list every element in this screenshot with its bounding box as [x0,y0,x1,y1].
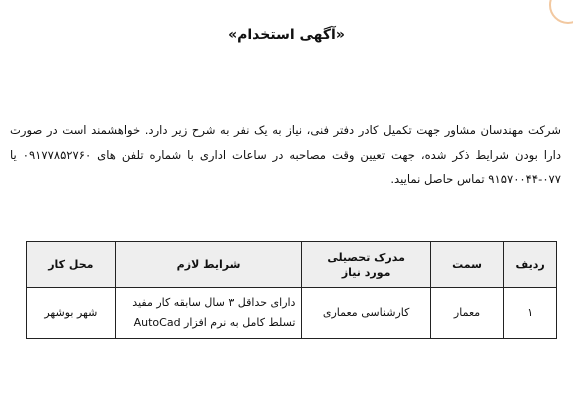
header-position: سمت [430,242,504,288]
corner-decoration [549,0,573,24]
header-requirements: شرایط لازم [115,242,302,288]
header-row-number: ردیف [504,242,557,288]
cell-requirements [115,288,302,339]
header-degree-line2: مورد نیاز [341,265,391,279]
requirements-line2: تسلط کامل به نرم افزار AutoCad [133,316,296,329]
requirements-table [26,241,557,339]
cell-position: معمار [430,288,504,339]
header-location: محل کار [27,242,116,288]
cell-degree: کارشناسی معماری [302,288,430,339]
header-degree [302,242,430,288]
table-header-row [27,242,557,288]
cell-row-number: ۱ [504,288,557,339]
requirements-line1: دارای حداقل ۳ سال سابقه کار مفید [132,296,296,309]
page-title: «آگهی استخدام» [228,27,345,43]
header-degree-line1: مدرک تحصیلی [327,250,405,264]
table-row [27,288,557,339]
cell-location: شهر بوشهر [27,288,116,339]
ad-body-text: شرکت مهندسان مشاور جهت تکمیل کادر دفتر فنی، نیاز به یک نفر به شرح زیر دارد. خواهشمند است در صورت دارا بودن شرایط ذکر شده، جهت تعیین وقت مصاحبه در ساعات اداری با شماره تلفن های ۰۹۱۷۷۸۵۲۷۶۰ یا ۰۷۷-۹۱۵۷۰۰۴۴ تماس حاصل نمایید. [10,123,561,186]
